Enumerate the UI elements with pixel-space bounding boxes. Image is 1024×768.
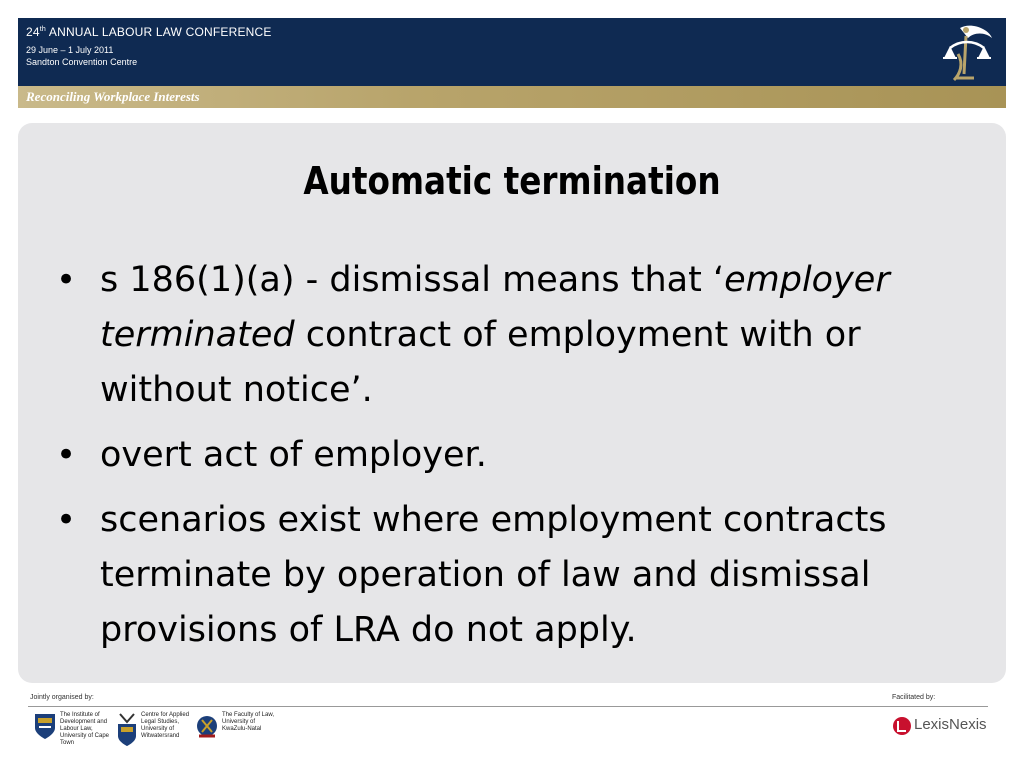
partner-wits: Centre for Applied Legal Studies, University of Witwatersrand: [141, 712, 190, 739]
footer-divider: [28, 706, 988, 707]
wits-crest-icon: [116, 712, 138, 753]
bullet-icon: •: [56, 500, 77, 540]
ukzn-crest-icon: [196, 712, 218, 747]
bullet-text: s 186(1)(a) - dismissal means that ‘employer terminated contract of employment with or without notice’.: [100, 260, 890, 410]
sponsor-name: LexisNexis: [914, 716, 987, 733]
bullet-icon: •: [56, 435, 77, 475]
conference-title: 24th ANNUAL LABOUR LAW CONFERENCE: [26, 25, 272, 39]
uct-crest-icon: [34, 712, 56, 745]
bullet-icon: •: [56, 260, 77, 300]
bullet-item: [56, 428, 956, 483]
partner-ukzn: The Faculty of Law, University of KwaZulu-Natal: [222, 712, 275, 732]
partner-uct: The Institute of Development and Labour Law, University of Cape Town: [60, 712, 110, 746]
lexisnexis-icon: [892, 716, 912, 736]
bullet-item: [56, 493, 956, 658]
bullet-list: [56, 253, 956, 668]
bullet-text: scenarios exist where employment contracts terminate by operation of law and dismissal provisions of LRA do not apply.: [100, 500, 887, 650]
bullet-item: [56, 253, 956, 418]
conference-dates: 29 June – 1 July 2011: [26, 45, 114, 55]
conference-tagline: Reconciling Workplace Interests: [26, 89, 200, 104]
bullet-text: overt act of employer.: [100, 435, 487, 475]
tagline-bar: [18, 86, 1006, 108]
scales-of-justice-logo: [930, 18, 1002, 86]
footer-facilitator-label: Facilitated by:: [892, 694, 936, 701]
conference-header: [18, 18, 1006, 86]
slide-content-panel: [18, 123, 1006, 683]
slide-title: Automatic termination: [303, 159, 721, 203]
conference-venue: Sandton Convention Centre: [26, 57, 138, 67]
footer-organisers-label: Jointly organised by:: [30, 694, 94, 701]
